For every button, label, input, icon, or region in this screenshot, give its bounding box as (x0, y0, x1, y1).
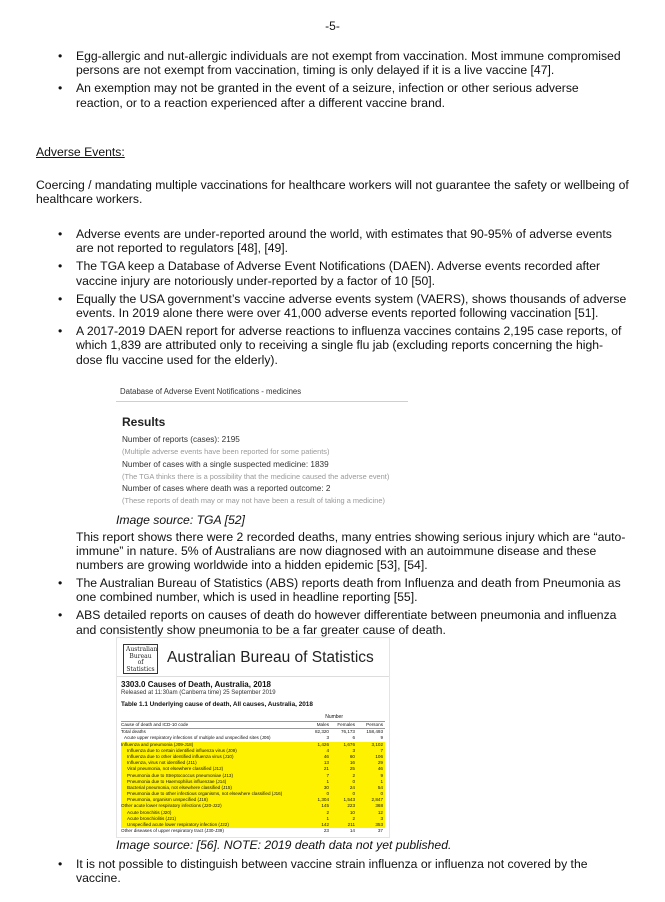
males-value: 7 (326, 772, 329, 778)
persons-value: 2,847 (371, 797, 383, 803)
bullet-list-adverse (58, 227, 628, 371)
row-label: Total deaths (121, 729, 146, 735)
row-label: Influenza due to other identified influenza virus (J10) (127, 753, 234, 759)
females-value: 223 (347, 803, 355, 809)
reports-note: (Multiple adverse events have been reported for some patients) (122, 447, 330, 456)
persons-value: 9 (380, 772, 383, 778)
row-label: Pneumonia due to Streptococcus pneumoniae (J13) (127, 772, 233, 778)
results-heading: Results (122, 415, 166, 429)
list-item (58, 227, 628, 255)
males-value: 0 (326, 791, 329, 797)
females-value: 76,173 (340, 729, 355, 735)
death-count: Number of cases where death was a reported outcome: 2 (122, 484, 331, 493)
row-label: Acute bronchitis (J20) (127, 809, 172, 815)
males-value: 145 (321, 803, 329, 809)
persons-value: 353 (375, 822, 383, 827)
single-medicine-count: Number of cases with a single suspected medicine: 1839 (122, 460, 329, 469)
persons-value: 54 (377, 784, 383, 790)
females-value: 6 (352, 735, 355, 741)
row-label: Influenza due to certain identified influenza virus (J09) (127, 747, 237, 753)
persons-value: 106 (375, 753, 383, 759)
females-value: 1,676 (343, 741, 355, 747)
females-value: 60 (349, 753, 355, 759)
persons-value: 7 (380, 747, 383, 753)
bullet-list-bottom (58, 857, 628, 889)
row-label: Viral pneumonia, not elsewhere classified (J12) (127, 766, 224, 772)
reports-count: Number of reports (cases): 2195 (122, 435, 240, 444)
abs-table-screenshot (116, 637, 390, 838)
single-medicine-note: (The TGA thinks there is a possibility that the medicine caused the adverse event) (122, 472, 390, 481)
persons-value: 12 (377, 809, 383, 815)
row-label: Other diseases of upper respiratory tract (J30-J39) (121, 828, 224, 834)
row-label: Pneumonia due to Haemophilus influenzae (J14) (127, 778, 227, 784)
daen-title: Database of Adverse Event Notifications - medicines (120, 387, 302, 396)
persons-value: 1 (380, 778, 383, 784)
list-item-text: It is not possible to distinguish between vaccine strain influenza or influenza not covered by the vaccine. (76, 857, 588, 886)
table-header-row (121, 722, 385, 729)
list-item (58, 259, 628, 287)
persons-value: 0 (380, 791, 383, 797)
males-value: 1 (326, 778, 329, 784)
females-value: 0 (352, 778, 355, 784)
females-value: 10 (349, 809, 355, 815)
list-item-text: Egg-allergic and nut-allergic individuals are not exempt from vaccination. Most immune compromised persons are not exempt from vaccination, timing is only delayed if it is a live vaccine [47]. (76, 49, 621, 78)
abs-header (117, 638, 389, 677)
list-item (58, 324, 628, 367)
list-item-text: ABS detailed reports on causes of death do however differentiate between pneumonia and influenza and consistently show pneumonia to be a far greater cause of death. (76, 608, 617, 637)
males-value: 3 (326, 735, 329, 741)
row-label: Pneumonia due to other infectious organisms, not elsewhere classified (J16) (127, 791, 283, 797)
abs-caption: Image source: [56]. NOTE: 2019 death data not yet published. (116, 838, 452, 852)
list-item (58, 608, 628, 636)
column-header: Cause of death and ICD-10 code (121, 722, 189, 727)
death-note: (These reports of death may or may not have been a result of taking a medicine) (122, 496, 385, 505)
bullet-icon: • (58, 576, 63, 590)
males-value: 2 (326, 809, 329, 815)
column-header: Females (337, 722, 355, 727)
persons-value: 3,102 (371, 741, 383, 747)
persons-value: 158,493 (366, 729, 383, 735)
persons-value: 368 (375, 803, 383, 809)
persons-value: 37 (377, 828, 383, 834)
males-value: 142 (321, 822, 329, 827)
row-label: Pneumonia, organism unspecified (J18) (127, 797, 208, 803)
abs-release-date: Released at 11:30am (Canberra time) 25 September 2019 (121, 690, 276, 696)
row-label: Influenza and pneumonia (J09-J18) (121, 741, 194, 747)
males-value: 21 (323, 766, 329, 772)
males-value: 30 (323, 784, 329, 790)
list-item-text: The TGA keep a Database of Adverse Event Notifications (DAEN). Adverse events recorded after vaccine injury are notoriously under-reported by a factor of 10 [50]. (76, 259, 601, 288)
number-header: Number (121, 714, 385, 722)
list-item (58, 49, 628, 77)
tga-caption: Image source: TGA [52] (116, 513, 245, 527)
row-label: Acute upper respiratory infections of multiple and unspecified sites (J06) (124, 735, 271, 741)
row-label: Other acute lower respiratory infections (J20-J22) (121, 803, 222, 809)
persons-value: 9 (380, 735, 383, 741)
females-value: 14 (349, 828, 355, 834)
list-item-text: A 2017-2019 DAEN report for adverse reactions to influenza vaccines contains 2,195 case reports, of which 1,839 are attributed only to receiving a single flu jab (excluding reports concerning the high-dose flu vaccine used for the elderly). (76, 324, 622, 367)
section-heading: Adverse Events: (36, 145, 125, 159)
bullet-list-top (58, 49, 628, 114)
females-value: 211 (347, 822, 355, 827)
males-value: 82,320 (314, 729, 329, 735)
list-item (58, 81, 628, 109)
list-item (58, 857, 628, 885)
page-number: -5- (325, 19, 340, 33)
bullet-icon: • (58, 608, 63, 623)
males-value: 4 (326, 747, 329, 753)
bullet-icon: • (58, 259, 63, 274)
list-item (58, 292, 628, 320)
females-value: 1,543 (343, 797, 355, 803)
bullet-icon: • (58, 81, 63, 96)
females-value: 2 (352, 815, 355, 821)
abs-table (121, 714, 385, 834)
persons-value: 46 (377, 766, 383, 772)
tga-daen-screenshot (116, 387, 408, 511)
intro-paragraph: Coercing / mandating multiple vaccinations for healthcare workers will not guarantee the safety or wellbeing of healthcare workers. (36, 178, 629, 207)
males-value: 13 (323, 760, 329, 766)
divider (116, 401, 408, 402)
column-header: Males (316, 722, 329, 727)
females-value: 16 (349, 760, 355, 766)
persons-value: 29 (377, 760, 383, 766)
row-label: Acute bronchiolitis (J21) (127, 815, 177, 821)
females-value: 25 (349, 766, 355, 772)
abs-org-name: Australian Bureau of Statistics (167, 649, 374, 666)
abs-doc-title: 3303.0 Causes of Death, Australia, 2018 (121, 680, 271, 689)
bullet-icon: • (58, 49, 63, 63)
females-value: 3 (352, 747, 355, 753)
tga-followup-paragraph: This report shows there were 2 recorded deaths, many entries showing serious injury which are “auto-immune” in nature. 5% of Australians are now diagnosed with an autoimmune disease and these numbers are growing worldwide into a hidden epidemic [53], [54]. (76, 530, 626, 573)
row-label: Bacterial pneumonia, not elsewhere classified (J15) (127, 784, 232, 790)
abs-table-title: Table 1.1 Underlying cause of death, All causes, Australia, 2018 (121, 701, 313, 708)
list-item-text: Adverse events are under-reported around the world, with estimates that 90-95% of adverse events are not reported to regulators [48], [49]. (76, 227, 612, 256)
list-item (58, 576, 628, 604)
bullet-icon: • (58, 227, 63, 241)
females-value: 0 (352, 791, 355, 797)
females-value: 2 (352, 772, 355, 778)
males-value: 46 (323, 753, 329, 759)
bullet-icon: • (58, 857, 63, 871)
table-body (121, 729, 385, 834)
table-row (121, 828, 385, 834)
list-item-text: An exemption may not be granted in the event of a seizure, infection or other serious adverse reaction, or to a reaction experienced after a different vaccine brand. (76, 81, 579, 110)
bullet-icon: • (58, 291, 63, 306)
females-value: 24 (349, 784, 355, 790)
males-value: 1,426 (317, 741, 329, 747)
bullet-icon: • (58, 324, 63, 339)
list-item-text: Equally the USA government’s vaccine adverse events system (VAERS), shows thousands of adverse events. In 2019 alone there were over 41,000 adverse events reported following vaccination [51]. (76, 291, 627, 321)
column-header: Persons (366, 722, 383, 727)
males-value: 1,304 (317, 797, 329, 803)
bullet-list-abs (58, 576, 628, 641)
row-label: Influenza, virus not identified (J11) (127, 760, 197, 766)
list-item-text: The Australian Bureau of Statistics (ABS) reports death from Influenza and death from Pneumonia as one combined number, which is used in headline reporting [55]. (76, 576, 621, 605)
persons-value: 3 (380, 815, 383, 821)
row-label: Unspecified acute lower respiratory infection (J22) (127, 822, 229, 827)
abs-logo (123, 644, 158, 674)
abs-logo-text: Australian Bureau of Statistics (126, 646, 158, 673)
males-value: 1 (326, 815, 329, 821)
males-value: 23 (323, 828, 329, 834)
